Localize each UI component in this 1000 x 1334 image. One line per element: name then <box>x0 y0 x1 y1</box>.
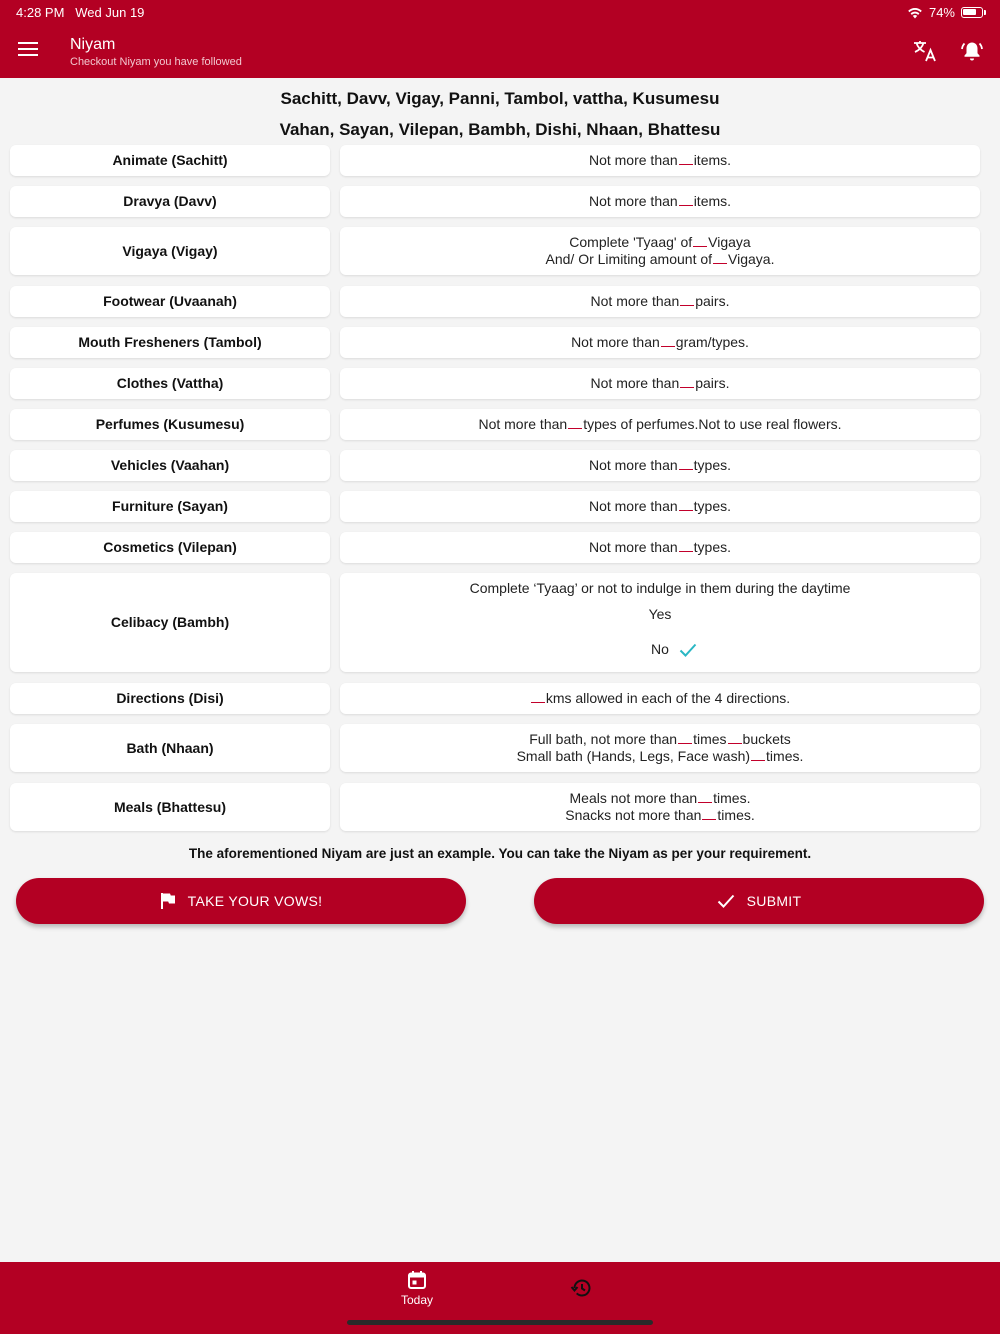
submit-label: SUBMIT <box>746 893 802 909</box>
table-row <box>10 450 980 481</box>
table-row <box>10 532 980 563</box>
table-row <box>10 186 980 217</box>
value-text: kms allowed in each of the 4 directions. <box>545 690 791 706</box>
value-text: times <box>693 731 727 747</box>
value-text: pairs. <box>695 375 730 391</box>
value-line <box>565 807 755 824</box>
value-line <box>589 498 731 515</box>
blank-input[interactable] <box>678 732 692 744</box>
value-text: times. <box>717 807 755 823</box>
value-text: Vigaya. <box>728 251 775 267</box>
table-row <box>10 409 980 440</box>
row-value <box>340 783 980 831</box>
row-label: Dravya (Davv) <box>10 186 330 217</box>
menu-icon[interactable] <box>18 42 38 58</box>
blank-input[interactable] <box>728 732 742 744</box>
value-text: types. <box>693 539 732 555</box>
value-line <box>517 748 804 765</box>
value-text: Not more than <box>588 152 678 168</box>
value-text: Not more than <box>478 416 568 432</box>
value-line <box>589 152 731 169</box>
value-line <box>570 790 751 807</box>
value-text: Vigaya <box>708 234 751 250</box>
submit-button[interactable] <box>534 878 984 924</box>
row-label: Directions (Disi) <box>10 683 330 714</box>
page-subtitle: Checkout Niyam you have followed <box>70 56 242 68</box>
blank-input[interactable] <box>568 417 582 429</box>
blank-input[interactable] <box>698 791 712 803</box>
blank-input[interactable] <box>693 235 707 247</box>
row-label: Vehicles (Vaahan) <box>10 450 330 481</box>
value-line <box>591 375 730 392</box>
value-text: Not more than <box>588 498 678 514</box>
translate-icon[interactable] <box>912 38 938 64</box>
row-value <box>340 286 980 317</box>
row-label: Bath (Nhaan) <box>10 724 330 772</box>
blank-input[interactable] <box>679 540 693 552</box>
value-line <box>589 193 731 210</box>
value-line <box>571 334 749 351</box>
check-icon <box>717 894 735 908</box>
value-text: Full bath, not more than <box>529 731 678 747</box>
row-value <box>340 227 980 275</box>
blank-input[interactable] <box>679 194 693 206</box>
example-note: The aforementioned Niyam are just an example. You can take the Niyam as per your requirement. <box>188 846 812 861</box>
blank-input[interactable] <box>679 458 693 470</box>
niyam-heading-line2: Vahan, Sayan, Vilepan, Bambh, Dishi, Nhaan, Bhattesu <box>279 120 721 139</box>
value-line <box>589 539 731 556</box>
row-value <box>340 409 980 440</box>
row-value <box>340 532 980 563</box>
table-row <box>10 573 980 672</box>
row-label: Mouth Fresheners (Tambol) <box>10 327 330 358</box>
home-indicator <box>347 1320 653 1325</box>
value-line <box>569 234 750 251</box>
take-vows-button[interactable] <box>16 878 466 924</box>
row-value <box>340 450 980 481</box>
tab-today-label: Today <box>401 1293 434 1307</box>
table-row <box>10 327 980 358</box>
row-label: Cosmetics (Vilepan) <box>10 532 330 563</box>
value-text: times. <box>766 748 804 764</box>
value-line <box>529 731 791 748</box>
row-value <box>340 683 980 714</box>
value-line <box>478 416 841 433</box>
value-text: pairs. <box>695 293 730 309</box>
option-no[interactable] <box>651 641 697 658</box>
table-row <box>10 491 980 522</box>
value-text: Not more than <box>590 375 680 391</box>
option-label: No <box>651 641 669 657</box>
value-text: Not more than <box>590 293 680 309</box>
row-label: Celibacy (Bambh) <box>10 573 330 672</box>
blank-input[interactable] <box>680 376 694 388</box>
tab-history[interactable] <box>570 1278 592 1298</box>
history-icon <box>570 1278 592 1298</box>
value-line <box>530 690 790 707</box>
blank-input[interactable] <box>680 294 694 306</box>
value-text: buckets <box>742 731 791 747</box>
row-value <box>340 368 980 399</box>
battery-percent: 74% <box>928 5 955 20</box>
row-value <box>340 145 980 176</box>
value-text: types of perfumes.Not to use real flowers. <box>583 416 842 432</box>
page-title: Niyam <box>70 36 116 53</box>
calendar-icon <box>407 1270 427 1290</box>
option-yes[interactable] <box>649 606 672 623</box>
value-text: times. <box>713 790 751 806</box>
value-text: Meals not more than <box>569 790 698 806</box>
bottom-nav <box>0 1262 1000 1334</box>
row-value <box>340 491 980 522</box>
value-text: Not more than <box>571 334 660 350</box>
row-label: Meals (Bhattesu) <box>10 783 330 831</box>
selected-check-icon <box>679 643 697 657</box>
value-text: Not more than <box>588 457 678 473</box>
value-text: types. <box>693 498 732 514</box>
table-row <box>10 683 980 714</box>
option-label: Yes <box>648 606 672 622</box>
value-line <box>546 251 775 268</box>
value-text: Small bath (Hands, Legs, Face wash) <box>516 748 751 764</box>
status-time: 4:28 PM Wed Jun 19 <box>16 5 145 20</box>
blank-input[interactable] <box>679 153 693 165</box>
table-row <box>10 286 980 317</box>
value-text: gram/types. <box>675 334 749 350</box>
value-text: items. <box>693 193 732 209</box>
value-text: Not more than <box>588 193 678 209</box>
battery-tip <box>984 10 986 15</box>
blank-input[interactable] <box>702 808 716 820</box>
value-text: Complete 'Tyaag' of <box>569 234 693 250</box>
app-bar <box>0 0 1000 78</box>
blank-input[interactable] <box>661 335 675 347</box>
row-value <box>340 327 980 358</box>
row-value <box>340 724 980 772</box>
status-bar <box>0 0 1000 24</box>
table-row <box>10 145 980 176</box>
row-label: Furniture (Sayan) <box>10 491 330 522</box>
value-text: items. <box>693 152 732 168</box>
row-label: Footwear (Uvaanah) <box>10 286 330 317</box>
flag-icon <box>160 892 176 910</box>
row-value <box>340 573 980 672</box>
wifi-icon <box>907 7 923 19</box>
value-text: types. <box>693 457 732 473</box>
blank-input[interactable] <box>679 499 693 511</box>
tab-today[interactable] <box>401 1270 433 1307</box>
take-vows-label: TAKE YOUR VOWS! <box>187 893 323 909</box>
row-label: Animate (Sachitt) <box>10 145 330 176</box>
niyam-heading-line1: Sachitt, Davv, Vigay, Panni, Tambol, vattha, Kusumesu <box>280 89 720 108</box>
table-row <box>10 783 980 831</box>
blank-input[interactable] <box>531 691 545 703</box>
celibacy-text: Complete ‘Tyaag’ or not to indulge in them during the daytime <box>469 580 851 596</box>
value-text: And/ Or Limiting amount of <box>545 251 713 267</box>
row-label: Clothes (Vattha) <box>10 368 330 399</box>
row-label: Perfumes (Kusumesu) <box>10 409 330 440</box>
battery-icon <box>961 7 983 18</box>
value-text: Snacks not more than <box>565 807 702 823</box>
status-right <box>907 5 986 20</box>
notification-icon[interactable] <box>959 38 985 64</box>
row-label: Vigaya (Vigay) <box>10 227 330 275</box>
blank-input[interactable] <box>713 252 727 264</box>
value-line <box>591 293 730 310</box>
blank-input[interactable] <box>751 749 765 761</box>
table-row <box>10 368 980 399</box>
table-row <box>10 724 980 772</box>
value-line <box>589 457 731 474</box>
row-value <box>340 186 980 217</box>
value-text: Not more than <box>588 539 678 555</box>
table-row <box>10 227 980 275</box>
